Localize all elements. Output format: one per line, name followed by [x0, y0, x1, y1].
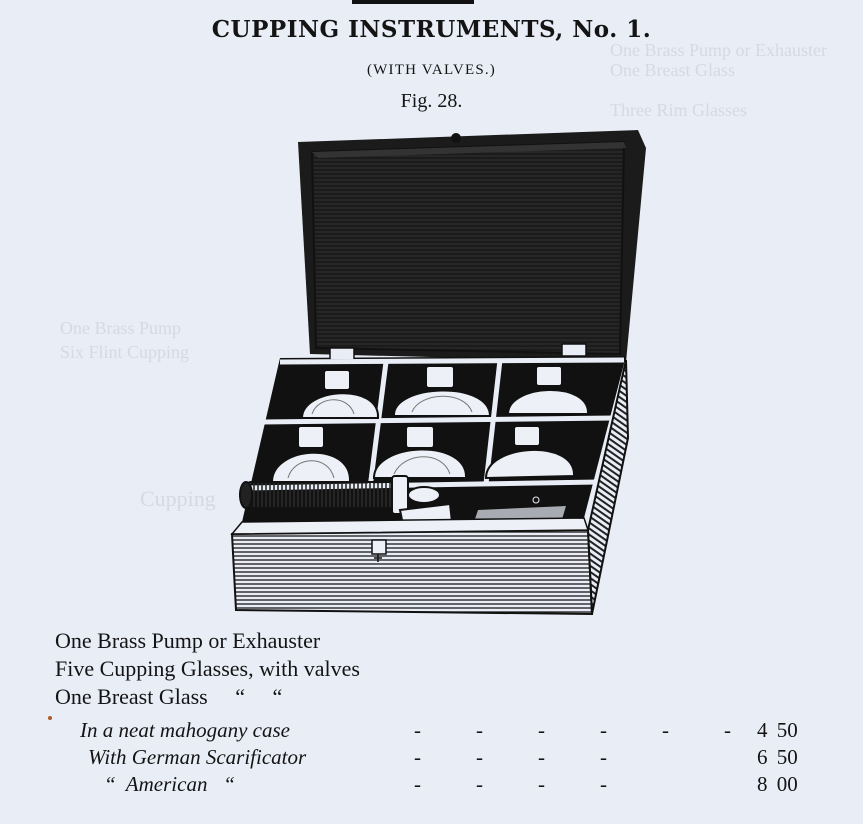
- price-amount: 6 50: [757, 745, 798, 769]
- price-amount: 8 00: [757, 772, 798, 796]
- show-through-text: Cupping: [140, 486, 216, 511]
- show-through-text: Six Flint Cupping: [60, 342, 190, 362]
- page-subtitle: (WITH VALVES.): [366, 62, 497, 78]
- show-through-text: Three Rim Glasses: [610, 100, 747, 120]
- price-amount: 4 50: [757, 718, 798, 742]
- figure-label: Fig. 28.: [400, 90, 463, 112]
- price-row: [0, 718, 863, 746]
- price-label: With German Scarificator: [88, 745, 307, 769]
- price-row: [0, 772, 863, 800]
- price-label: “ American “: [104, 772, 235, 796]
- price-label: In a neat mahogany case: [80, 718, 290, 742]
- show-through-text: One Brass Pump: [60, 318, 181, 338]
- show-through-text: One Brass Pump or Exhauster: [610, 40, 827, 60]
- contents-line: One Brass Pump or Exhauster: [55, 628, 321, 653]
- leader-dashes: - - - -: [414, 745, 607, 769]
- leader-dashes: - - - -: [414, 772, 607, 796]
- contents-line: Five Cupping Glasses, with valves: [55, 656, 360, 681]
- price-row: [0, 745, 863, 773]
- leader-dashes: - - - - - -: [414, 718, 731, 742]
- cupping-case-illustration: [228, 126, 648, 618]
- page-title: CUPPING INSTRUMENTS, No. 1.: [211, 16, 652, 43]
- contents-line: One Breast Glass “ “: [55, 684, 283, 709]
- show-through-text: One Breast Glass: [610, 60, 735, 80]
- top-rule: [352, 0, 474, 4]
